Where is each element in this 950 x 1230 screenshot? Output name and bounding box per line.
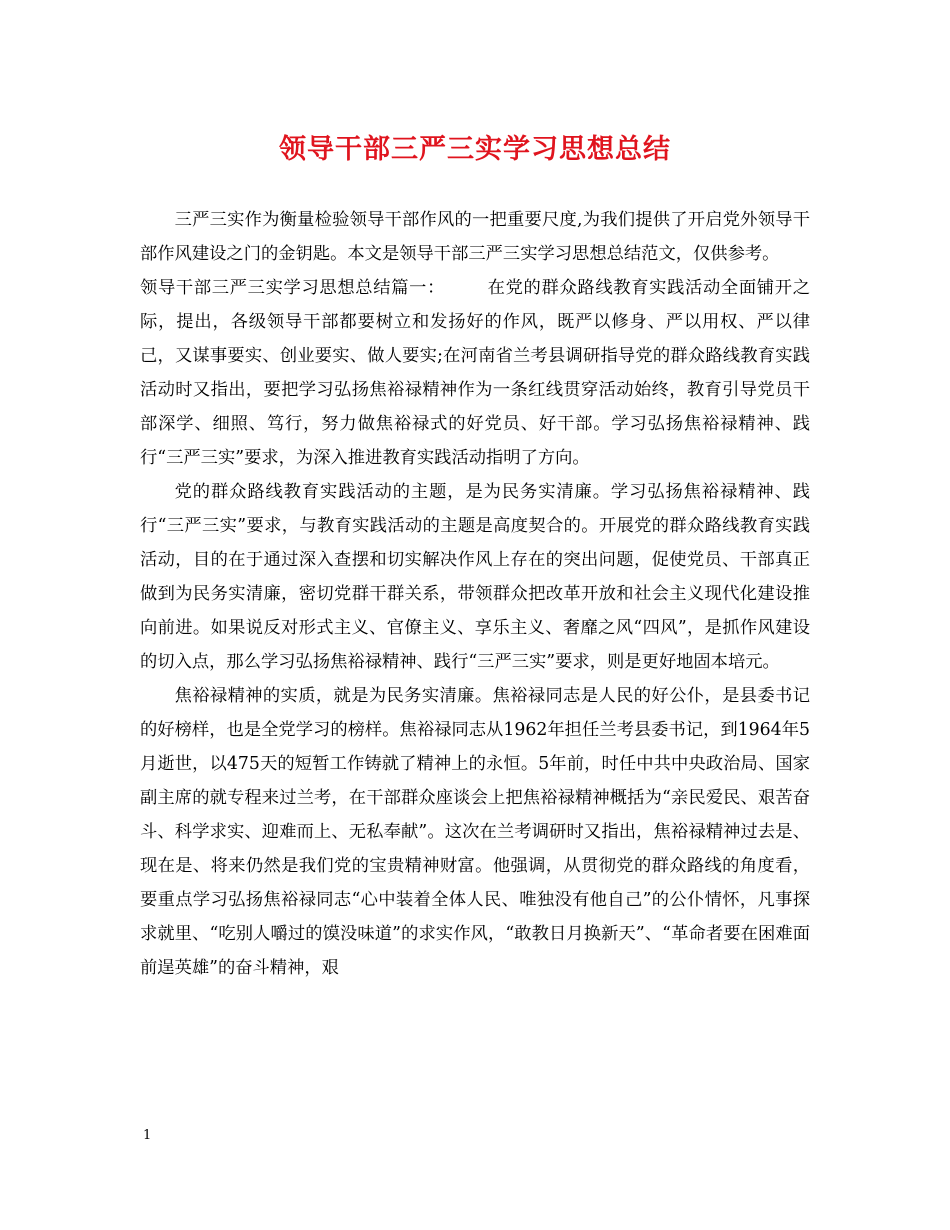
document-title: 领导干部三严三实学习思想总结	[279, 134, 671, 165]
paragraph-3: 焦裕禄精神的实质，就是为民务实清廉。焦裕禄同志是人民的好公仆，是县委书记的好榜样，也是全党学习的榜样。焦裕禄同志从1962年担任兰考县委书记，到1964年5月逝世，以475天的短暂工作铸就了精神上的永恒。5年前，时任中共中央政治局、国家副主席的就专程来过兰考，在干部群众座谈会上把焦裕禄精神概括为“亲民爱民、艰苦奋斗、科学求实、迎难而上、无私奉献”。这次在兰考调研时又指出，焦裕禄精神过去是、现在是、将来仍然是我们党的宝贵精神财富。他强调，从贯彻党的群众路线的角度看，要重点学习弘扬焦裕禄同志“心中装着全体人民、唯独没有他自己”的公仆情怀，凡事探求就里、“吃别人嚼过的馍没味道”的求实作风，“敢教日月换新天”、“革命者要在困难面前逞英雄”的奋斗精神，艰	[140, 686, 810, 978]
page-number: 1	[143, 1128, 152, 1143]
section-paragraph	[140, 271, 810, 475]
paragraph-2: 党的群众路线教育实践活动的主题，是为民务实清廉。学习弘扬焦裕禄精神、践行“三严三实”要求，与教育实践活动的主题是高度契合的。开展党的群众路线教育实践活动，目的在于通过深入查摆和切实解决作风上存在的突出问题，促使党员、干部真正做到为民务实清廉，密切党群干群关系，带领群众把改革开放和社会主义现代化建设推向前进。如果说反对形式主义、官僚主义、享乐主义、奢靡之风“四风”，是抓作风建设的切入点，那么学习弘扬焦裕禄精神、践行“三严三实”要求，则是更好地固本培元。	[140, 482, 810, 672]
document-body	[140, 203, 810, 985]
section-heading: 领导干部三严三实学习思想总结篇一：	[140, 278, 446, 298]
paragraph-1: 在党的群众路线教育实践活动全面铺开之际，提出，各级领导干部都要树立和发扬好的作风，既严以修身、严以用权、严以律己，又谋事要实、创业要实、做人要实;在河南省兰考县调研指导党的群众路线教育实践活动时又指出，要把学习弘扬焦裕禄精神作为一条红线贯穿活动始终，教育引导党员干部深学、细照、笃行，努力做焦裕禄式的好党员、好干部。学习弘扬焦裕禄精神、践行“三严三实”要求，为深入推进教育实践活动指明了方向。	[140, 278, 810, 468]
intro-paragraph: 三严三实作为衡量检验领导干部作风的一把重要尺度,为我们提供了开启党外领导干部作风建设之门的金钥匙。本文是领导干部三严三实学习思想总结范文，仅供参考。	[140, 210, 810, 264]
